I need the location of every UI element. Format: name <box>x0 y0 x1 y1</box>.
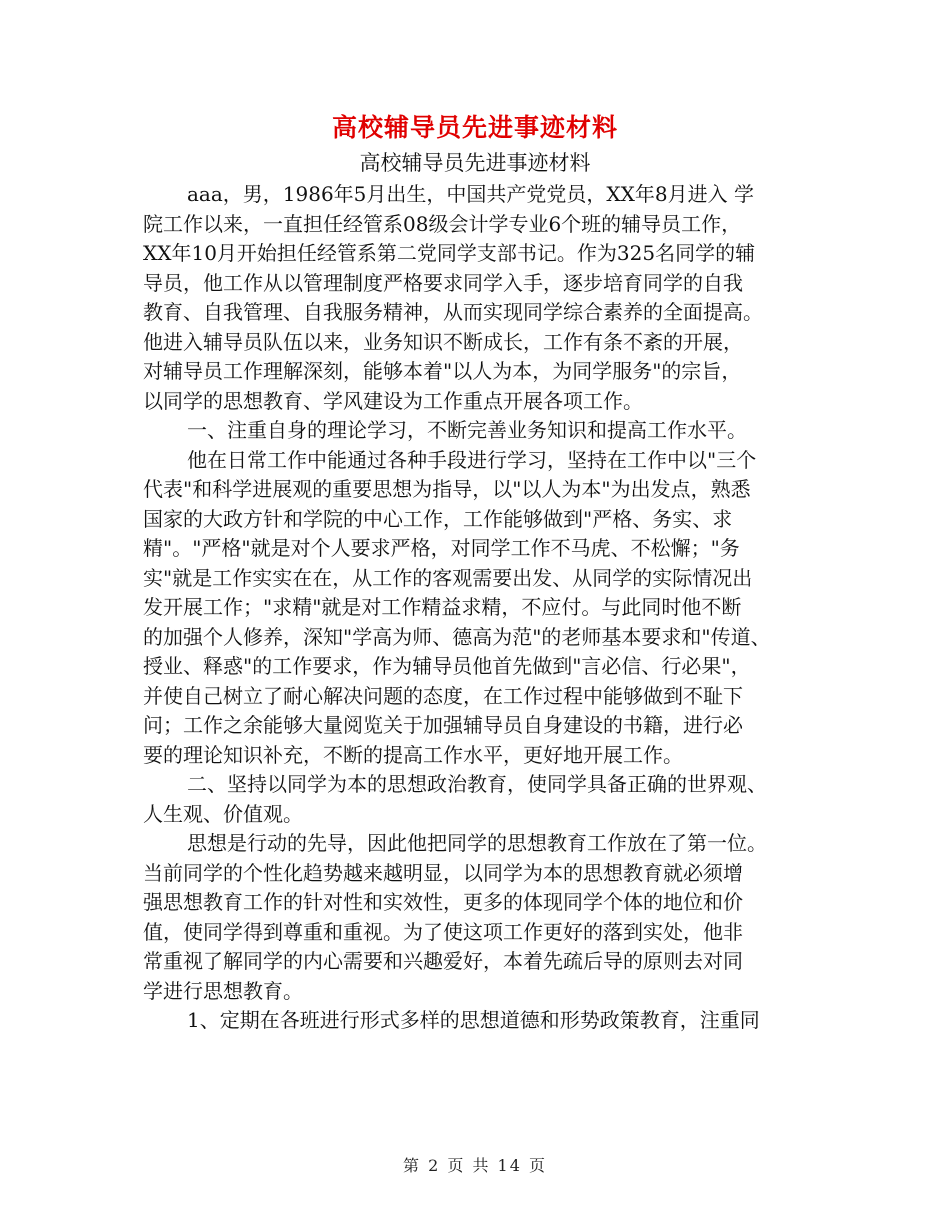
text-line: 值，使同学得到尊重和重视。为了使这项工作更好的落到实处，他非 <box>143 919 743 944</box>
text-line: 二、坚持以同学为本的思想政治教育，使同学具备正确的世界观、 <box>187 772 767 796</box>
text-line: 精"。"严格"就是对个人要求严格，对同学工作不马虎、不松懈；"务 <box>143 536 740 560</box>
text-line: 对辅导员工作理解深刻，能够本着"以人为本，为同学服务"的宗旨， <box>143 359 742 383</box>
text-line: 国家的大政方针和学院的中心工作，工作能够做到"严格、务实、求 <box>143 506 733 531</box>
text-line: 发开展工作；"求精"就是对工作精益求精，不应付。与此同时他不断 <box>143 595 742 619</box>
text-line: 并使自己树立了耐心解决问题的态度，在工作过程中能够做到不耻下 <box>143 683 743 708</box>
text-line: 当前同学的个性化趋势越来越明显，以同学为本的思想教育就必须增 <box>143 860 743 885</box>
document-subtitle: 高校辅导员先进事迹材料 <box>359 151 591 175</box>
text-line: 的加强个人修养，深知"学高为师、德高为范"的老师基本要求和"传道、 <box>143 624 771 649</box>
document-body <box>143 180 803 1036</box>
text-line: 人生观、价值观。 <box>143 801 303 826</box>
text-line: 1、定期在各班进行形式多样的思想道德和形势政策教育，注重同 <box>187 1008 760 1032</box>
text-line: XX年10月开始担任经管系第二党同学支部书记。作为325名同学的辅 <box>143 241 756 265</box>
text-line: 授业、释惑"的工作要求，作为辅导员他首先做到"言必信、行必果"， <box>143 654 751 678</box>
text-line: 强思想教育工作的针对性和实效性，更多的体现同学个体的地位和价 <box>143 890 743 914</box>
text-line: 教育、自我管理、自我服务精神，从而实现同学综合素养的全面提高。 <box>143 300 763 324</box>
text-line: 要的理论知识补充，不断的提高工作水平，更好地开展工作。 <box>143 742 683 767</box>
text-line: 一、注重自身的理论学习，不断完善业务知识和提高工作水平。 <box>187 418 747 442</box>
text-line: 以同学的思想教育、学风建设为工作重点开展各项工作。 <box>143 388 643 413</box>
text-line: aaa，男，1986年5月出生，中国共产党党员，XX年8月进入 学 <box>187 182 754 206</box>
page-number-footer: 第 2 页 共 14 页 <box>403 1156 547 1175</box>
text-line: 代表"和科学进展观的重要思想为指导，以"以人为本"为出发点，熟悉 <box>143 477 751 501</box>
text-line: 导员，他工作从以管理制度严格要求同学入手，逐步培育同学的自我 <box>143 270 743 295</box>
text-line: 思想是行动的先导，因此他把同学的思想教育工作放在了第一位。 <box>187 831 767 855</box>
document-title: 高校辅导员先进事迹材料 <box>331 113 618 142</box>
text-line: 实"就是工作实实在在，从工作的客观需要出发、从同学的实际情况出 <box>143 565 753 590</box>
text-line: 他进入辅导员队伍以来，业务知识不断成长，工作有条不紊的开展， <box>143 329 743 354</box>
text-line: 问；工作之余能够大量阅览关于加强辅导员自身建设的书籍，进行必 <box>143 713 743 737</box>
text-line: 院工作以来，一直担任经管系08级会计学专业6个班的辅导员工作， <box>143 211 742 236</box>
text-line: 常重视了解同学的内心需要和兴趣爱好，本着先疏后导的原则去对同 <box>143 949 743 973</box>
text-line: 学进行思想教育。 <box>143 978 303 1003</box>
text-line: 他在日常工作中能通过各种手段进行学习，坚持在工作中以"三个 <box>187 447 757 472</box>
